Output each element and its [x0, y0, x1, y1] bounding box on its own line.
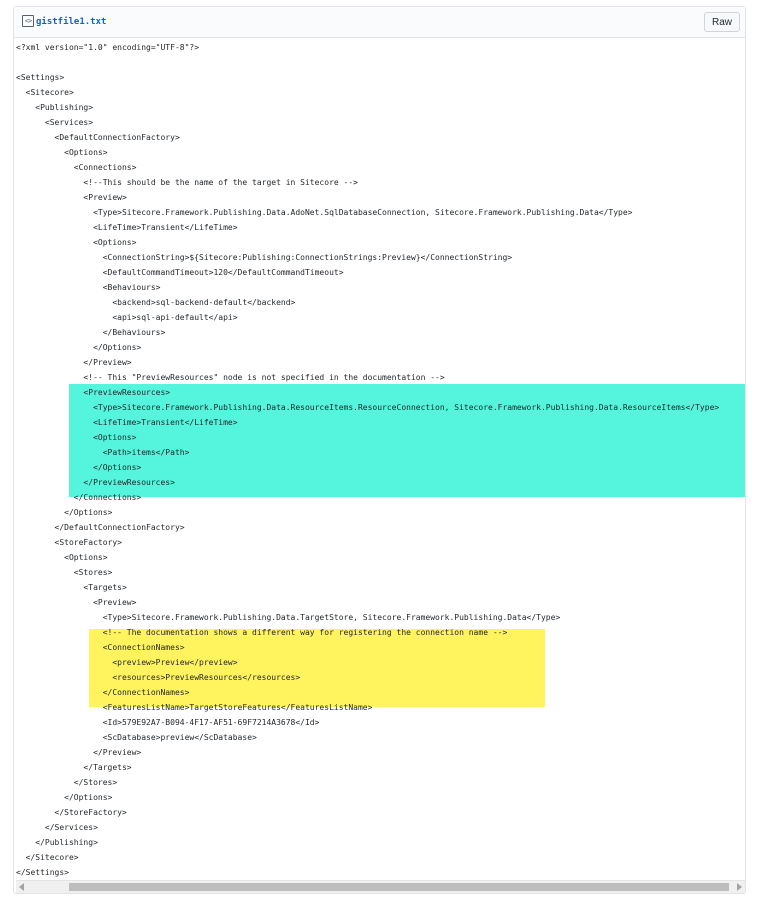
code-line: <Sitecore> [16, 88, 74, 97]
code-line: </DefaultConnectionFactory> [16, 523, 185, 532]
code-line: <Options> [16, 148, 108, 157]
code-line: </Preview> [16, 748, 142, 757]
scrollbar-thumb[interactable] [69, 883, 729, 891]
code-line: <PreviewResources> [16, 388, 171, 397]
code-line: <Preview> [16, 598, 137, 607]
code-line: <Type>Sitecore.Framework.Publishing.Data.AdoNet.SqlDatabaseConnection, Sitecore.Framework.Publishing.Data</Type> [16, 208, 633, 217]
code-line: </Settings> [16, 868, 69, 877]
code-line: <ConnectionString>${Sitecore:Publishing:ConnectionStrings:Preview}</ConnectionString> [16, 253, 513, 262]
code-line: </Options> [16, 793, 113, 802]
code-line: </Options> [16, 463, 142, 472]
code-line: <Options> [16, 238, 137, 247]
scroll-left-icon[interactable] [19, 883, 24, 891]
code-line: <!-- The documentation shows a different way for registering the connection name --> [16, 628, 508, 637]
code-line: <StoreFactory> [16, 538, 122, 547]
code-line: <Stores> [16, 568, 113, 577]
code-line: <ScDatabase>preview</ScDatabase> [16, 733, 257, 742]
code-line: </Sitecore> [16, 853, 79, 862]
code-line: </PreviewResources> [16, 478, 175, 487]
code-line: <!--This should be the name of the target in Sitecore --> [16, 178, 358, 187]
code-line: <Behaviours> [16, 283, 161, 292]
file-name-link[interactable]: gistfile1.txt [36, 17, 107, 27]
code-line: <Type>Sitecore.Framework.Publishing.Data.ResourceItems.ResourceConnection, Sitecore.Framework.Publishing.Data.ResourceItems</Type> [16, 403, 720, 412]
code-line: </Connections> [16, 493, 142, 502]
code-file-icon: <> [22, 15, 34, 27]
code-line: <Targets> [16, 583, 127, 592]
code-line: <Type>Sitecore.Framework.Publishing.Data.TargetStore, Sitecore.Framework.Publishing.Data</Type> [16, 613, 561, 622]
code-line: <Preview> [16, 193, 127, 202]
code-line: </Stores> [16, 778, 118, 787]
horizontal-scrollbar[interactable] [16, 880, 745, 893]
code-line: <Connections> [16, 163, 137, 172]
code-line: </Services> [16, 823, 98, 832]
code-line: </Options> [16, 343, 142, 352]
code-line: <Options> [16, 433, 137, 442]
code-line: <DefaultConnectionFactory> [16, 133, 180, 142]
code-line: <resources>PreviewResources</resources> [16, 673, 301, 682]
code-line: <preview>Preview</preview> [16, 658, 238, 667]
code-line: <Publishing> [16, 103, 94, 112]
code-line: <Id>579E92A7-B094-4F17-AF51-69F7214A3678</Id> [16, 718, 320, 727]
code-line: </Targets> [16, 763, 132, 772]
code-view [16, 40, 745, 880]
code-line: </Options> [16, 508, 113, 517]
code-line: <FeaturesListName>TargetStoreFeatures</FeaturesListName> [16, 703, 373, 712]
gist-file [13, 6, 746, 894]
code-line: <api>sql-api-default</api> [16, 313, 238, 322]
code-line: </Preview> [16, 358, 132, 367]
code-line: <Settings> [16, 73, 65, 82]
gist-file-header [14, 7, 745, 38]
code-line: <Path>items</Path> [16, 448, 190, 457]
scroll-right-icon[interactable] [737, 883, 742, 891]
code-line: <backend>sql-backend-default</backend> [16, 298, 296, 307]
code-line: </Publishing> [16, 838, 98, 847]
code-line: <DefaultCommandTimeout>120</DefaultCommandTimeout> [16, 268, 344, 277]
code-line: <ConnectionNames> [16, 643, 185, 652]
code-line: </StoreFactory> [16, 808, 127, 817]
code-line: <!-- This "PreviewResources" node is not specified in the documentation --> [16, 373, 445, 382]
code-line: </ConnectionNames> [16, 688, 190, 697]
code-line: <Services> [16, 118, 94, 127]
code-line: <Options> [16, 553, 108, 562]
code-line: <LifeTime>Transient</LifeTime> [16, 418, 238, 427]
raw-button[interactable]: Raw [704, 12, 740, 32]
code-line: </Behaviours> [16, 328, 166, 337]
code-line: <LifeTime>Transient</LifeTime> [16, 223, 238, 232]
code-line: <?xml version="1.0" encoding="UTF-8"?> [16, 43, 200, 52]
